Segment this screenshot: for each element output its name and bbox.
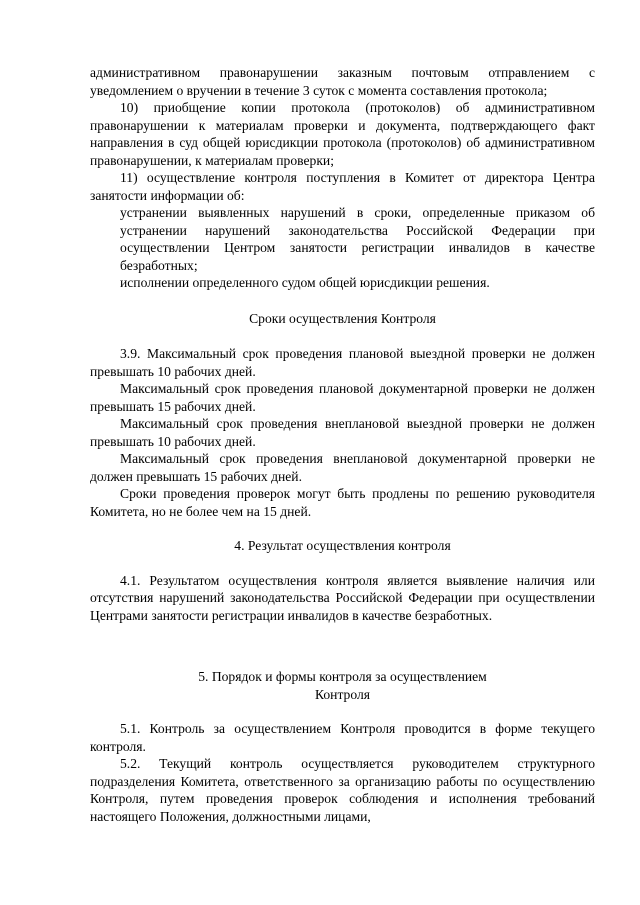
paragraph-elimination: устранении выявленных нарушений в сроки, определенные приказом об устранении нарушений законодательства Российской Федерации при осуществлении Центром занятости регистрации инвалидов в качестве безработных; <box>120 205 595 273</box>
section-heading-forms-line1: 5. Порядок и формы контроля за осуществлением <box>198 669 487 684</box>
paragraph-notification: административном правонарушении заказным почтовым отправлением с уведомлением о вручении в течение 3 суток с момента составления протокола; <box>90 65 595 98</box>
paragraph-term-unplanned-onsite: Максимальный срок проведения внеплановой выездной проверки не должен превышать 10 рабочих дней. <box>90 416 595 449</box>
paragraph-item-10: 10) приобщение копии протокола (протоколов) об административном правонарушении к материалам проверки и документа, подтверждающего факт направления в суд общей юрисдикции протокола (протоколов) об административном правонарушении, к материалам проверки; <box>90 100 595 168</box>
paragraph-forms-5-2: 5.2. Текущий контроль осуществляется руководителем структурного подразделения Комитета, ответственного за организацию работы по осуществлению Контроля, путем проведения проверок соблюдения и исполнения требований настоящего Положения, должностными лицами, <box>90 756 595 824</box>
paragraph-term-extension: Сроки проведения проверок могут быть продлены по решению руководителя Комитета, но не более чем на 15 дней. <box>90 486 595 519</box>
paragraph-term-planned-documentary: Максимальный срок проведения плановой документарной проверки не должен превышать 15 рабочих дней. <box>90 381 595 414</box>
section-heading-terms: Сроки осуществления Контроля <box>249 310 436 326</box>
paragraph-court-decision: исполнении определенного судом общей юрисдикции решения. <box>120 275 490 290</box>
paragraph-forms-5-1: 5.1. Контроль за осуществлением Контроля проводится в форме текущего контроля. <box>90 721 595 754</box>
document-page <box>90 64 595 825</box>
section-heading-result: 4. Результат осуществления контроля <box>234 538 451 553</box>
paragraph-term-unplanned-documentary: Максимальный срок проведения внеплановой документарной проверки не должен превышать 15 рабочих дней. <box>90 451 595 484</box>
paragraph-result-4-1: 4.1. Результатом осуществления контроля является выявление наличия или отсутствия нарушений законодательства Российской Федерации при осуществлении Центрами занятости регистрации инвалидов в качестве безработных. <box>90 572 595 623</box>
paragraph-item-11: 11) осуществление контроля поступления в Комитет от директора Центра занятости информации об: <box>90 170 595 203</box>
section-heading-forms <box>90 668 595 703</box>
section-heading-forms-line2: Контроля <box>314 686 371 702</box>
paragraph-term-3-9: 3.9. Максимальный срок проведения плановой выездной проверки не должен превышать 10 рабочих дней. <box>90 346 595 379</box>
